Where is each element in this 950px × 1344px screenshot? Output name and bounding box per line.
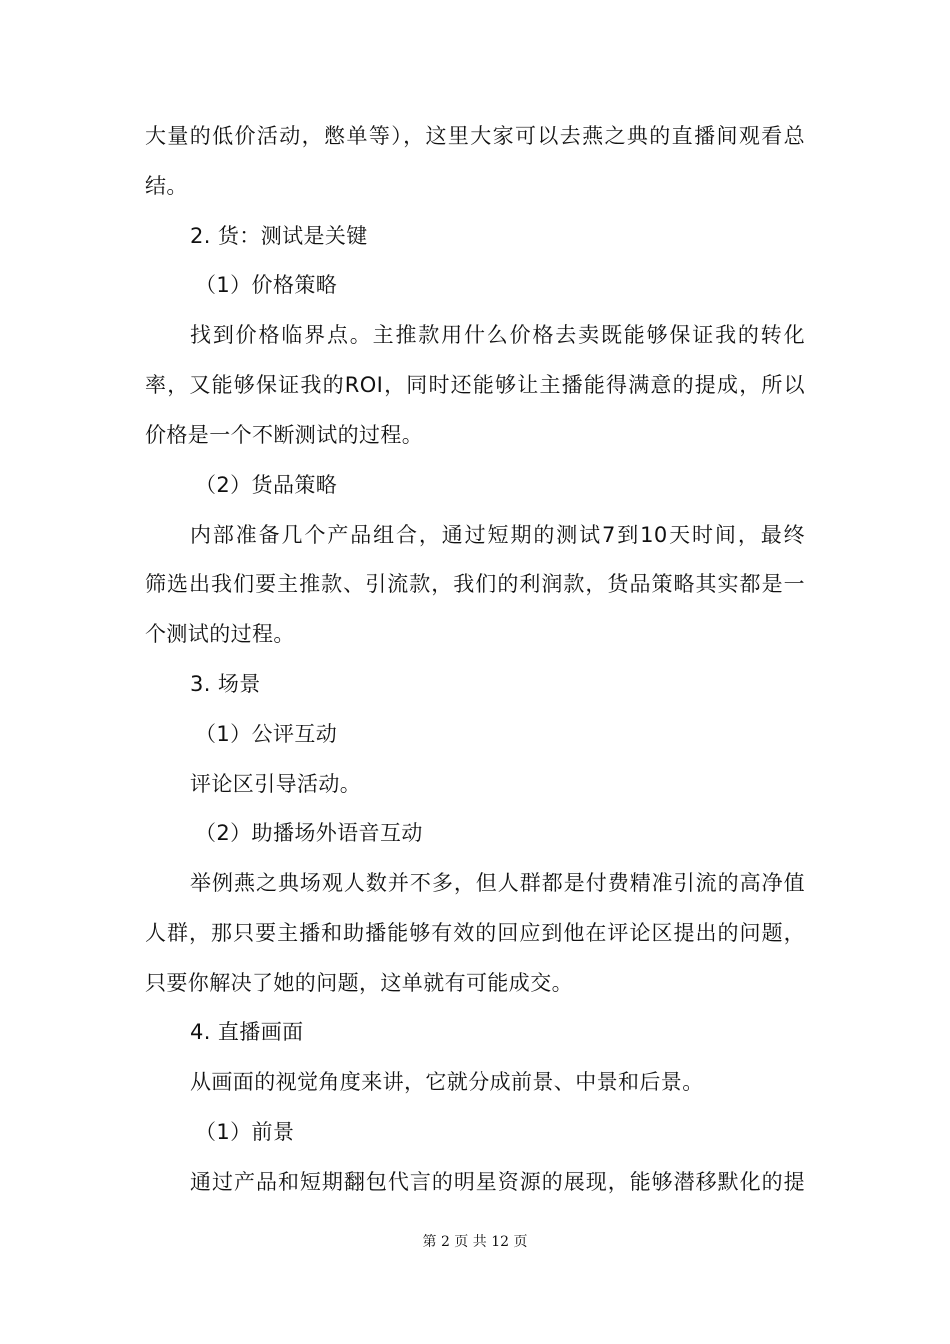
body-text-line: 通过产品和短期翻包代言的明星资源的展现，能够潜移默化的提 xyxy=(190,1170,805,1194)
subsection-heading: （1）前景 xyxy=(195,1120,295,1144)
body-text-line: 只要你解决了她的问题，这单就有可能成交。 xyxy=(145,971,573,995)
body-text-line: 内部准备几个产品组合，通过短期的测试7到10天时间，最终 xyxy=(190,523,805,547)
body-text-line: 结。 xyxy=(145,174,188,198)
body-text-line: 评论区引导活动。 xyxy=(190,772,362,796)
body-text-line: 从画面的视觉角度来讲，它就分成前景、中景和后景。 xyxy=(190,1070,704,1094)
body-text-line: 人群，那只要主播和助播能够有效的回应到他在评论区提出的问题， xyxy=(145,921,805,945)
body-text-line: 筛选出我们要主推款、引流款，我们的利润款，货品策略其实都是一 xyxy=(145,572,805,596)
subsection-heading: （2）助播场外语音互动 xyxy=(195,821,423,845)
section-heading: 4. 直播画面 xyxy=(190,1020,304,1044)
body-text-line: 举例燕之典场观人数并不多，但人群都是付费精准引流的高净值 xyxy=(190,871,805,895)
section-heading: 2. 货：测试是关键 xyxy=(190,224,368,248)
body-text-line: 找到价格临界点。主推款用什么价格去卖既能够保证我的转化 xyxy=(190,323,805,347)
section-heading: 3. 场景 xyxy=(190,672,261,696)
subsection-heading: （1）价格策略 xyxy=(195,273,338,297)
body-text-line: 率，又能够保证我的ROI，同时还能够让主播能得满意的提成，所以 xyxy=(145,373,805,397)
page-footer: 第 2 页 共 12 页 xyxy=(422,1234,528,1250)
body-text-line: 价格是一个不断测试的过程。 xyxy=(145,423,424,447)
subsection-heading: （2）货品策略 xyxy=(195,473,338,497)
body-text-line: 大量的低价活动，憋单等），这里大家可以去燕之典的直播间观看总 xyxy=(145,124,805,148)
body-text-line: 个测试的过程。 xyxy=(145,622,295,646)
subsection-heading: （1）公评互动 xyxy=(195,722,338,746)
